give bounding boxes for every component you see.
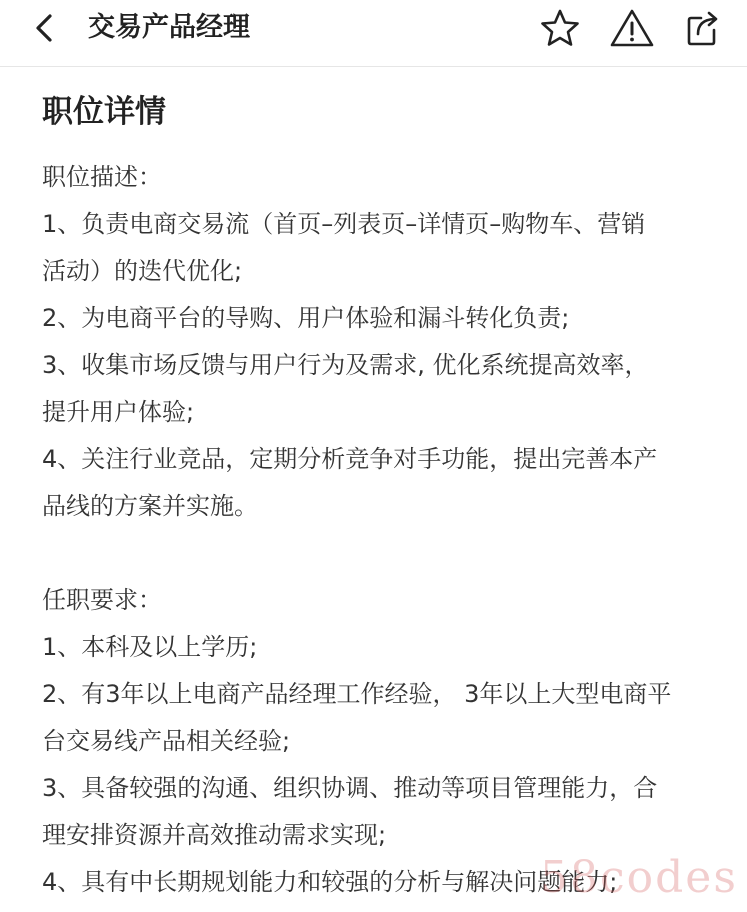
description-line: 2、为电商平台的导购、用户体验和漏斗转化负责; — [42, 304, 570, 332]
blank-line — [42, 530, 712, 577]
requirements-label: 任职要求： — [42, 586, 162, 614]
requirement-line: 1、本科及以上学历; — [42, 633, 258, 661]
share-button[interactable] — [679, 5, 729, 51]
header-actions — [535, 5, 729, 51]
favorite-button[interactable] — [535, 5, 585, 51]
back-button[interactable] — [24, 8, 64, 48]
page-title: 交易产品经理 — [88, 12, 250, 43]
requirement-line: 台交易线产品相关经验; — [42, 727, 291, 755]
description-line: 提升用户体验; — [42, 398, 195, 426]
description-line: 1、负责电商交易流（首页–列表页–详情页–购物车、营销 — [42, 210, 646, 238]
report-button[interactable] — [607, 5, 657, 51]
top-bar — [0, 0, 747, 67]
requirement-line: 4、具有中长期规划能力和较强的分析与解决问题能力; — [42, 868, 618, 896]
watermark: 58codes — [540, 852, 738, 903]
description-line: 4、关注行业竞品，定期分析竞争对手功能，提出完善本产 — [42, 445, 658, 473]
job-description — [42, 154, 712, 530]
job-detail-content — [42, 66, 712, 906]
requirement-line: 理安排资源并高效推动需求实现; — [42, 821, 387, 849]
description-label: 职位描述： — [42, 163, 162, 191]
description-line: 活动）的迭代优化; — [42, 257, 243, 285]
section-title: 职位详情 — [42, 94, 166, 130]
description-line: 3、收集市场反馈与用户行为及需求, 优化系统提高效率， — [42, 351, 649, 379]
description-line: 品线的方案并实施。 — [42, 492, 258, 520]
requirement-line: 3、具备较强的沟通、组织协调、推动等项目管理能力，合 — [42, 774, 658, 802]
share-icon — [684, 8, 724, 48]
star-icon — [539, 7, 581, 49]
requirement-line: 2、有3年以上电商产品经理工作经验， 3年以上大型电商平 — [42, 680, 672, 708]
warning-icon — [609, 7, 655, 49]
chevron-left-icon — [24, 8, 64, 48]
